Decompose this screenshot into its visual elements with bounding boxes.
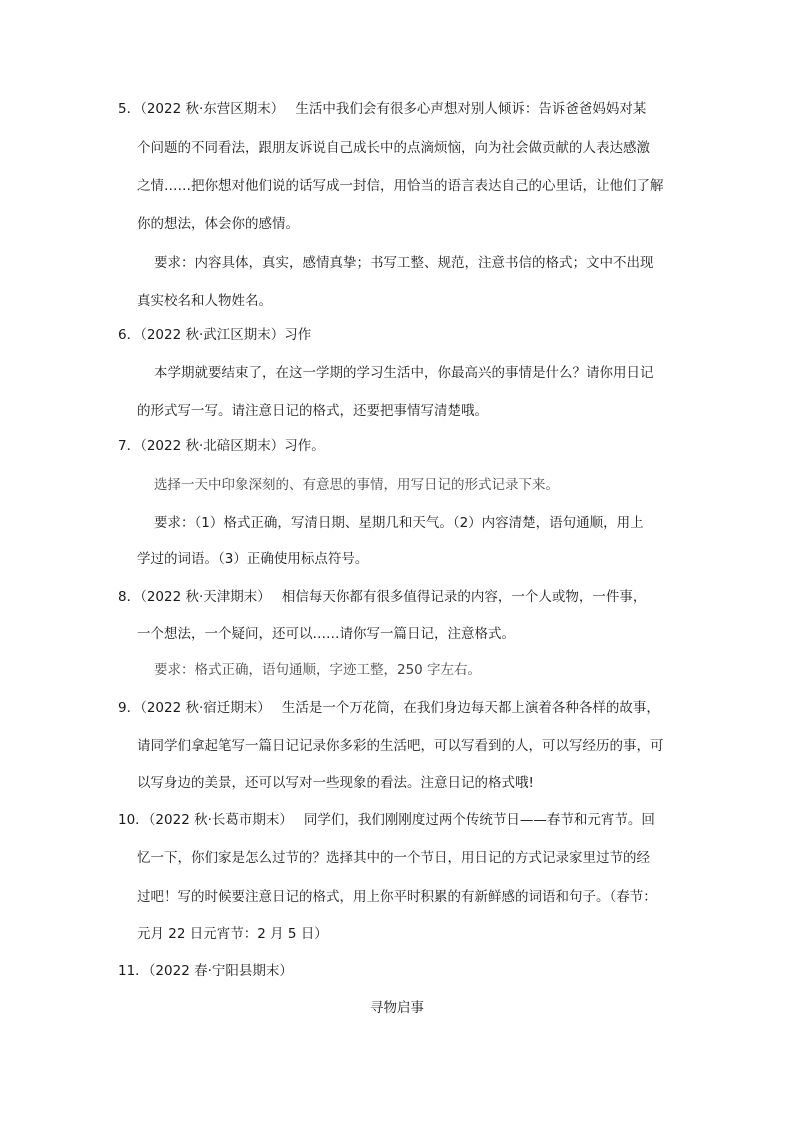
question-11-line-1: 11．（2022 春·宁阳县期末） [118, 963, 293, 979]
question-10-line-2: 忆一下，你们家是怎么过节的？选择其中的一个节日，用日记的方式记录家里过节的经 [137, 850, 650, 866]
question-10-line-4: 元月 22 日元宵节：2 月 5 日） [137, 926, 328, 942]
question-6-line-3: 的形式写一写。请注意日记的格式，还要把事情写清楚哦。 [137, 403, 488, 419]
question-8-line-2: 一个想法，一个疑问，还可以……请你写一篇日记，注意格式。 [137, 626, 515, 642]
question-5-line-1: 5．（2022 秋·东营区期末） 生活中我们会有很多心声想对别人倾诉：告诉爸爸妈妈对某 [118, 101, 647, 117]
lost-item-notice-title: 寻物启事 [370, 1000, 424, 1016]
question-7-line-1: 7．（2022 秋·北碚区期末）习作。 [118, 438, 325, 454]
question-9-line-1: 9．（2022 秋·宿迁期末） 生活是一个万花筒，在我们身边每天都上演着各种各样的故事， [118, 700, 660, 716]
question-10-line-1: 10．（2022 秋·长葛市期末） 同学们，我们刚刚度过两个传统节日——春节和元宵节。回 [118, 812, 655, 828]
question-8-line-1: 8．（2022 秋·天津期末） 相信每天你都有很多值得记录的内容，一个人或物，一件事， [118, 589, 647, 605]
question-6-line-2: 本学期就要结束了，在这一学期的学习生活中，你最高兴的事情是什么？请你用日记 [154, 365, 654, 381]
question-8-requirement: 要求：格式正确，语句通顺，字迹工整，250 字左右。 [154, 662, 482, 678]
question-9-line-2: 请同学们拿起笔写一篇日记记录你多彩的生活吧，可以写看到的人，可以写经历的事，可 [137, 738, 664, 754]
question-7-requirement-2: 学过的词语。（3）正确使用标点符号。 [137, 551, 369, 567]
question-5-requirement-1: 要求：内容具体，真实，感情真挚；书写工整、规范，注意书信的格式；文中不出现 [154, 255, 654, 271]
question-5-line-3: 之情……把你想对他们说的话写成一封信，用恰当的语言表达自己的心里话，让他们了解 [137, 178, 664, 194]
question-5-requirement-2: 真实校名和人物姓名。 [137, 293, 272, 309]
question-9-line-3: 以写身边的美景，还可以写对一些现象的看法。注意日记的格式哦! [137, 775, 534, 791]
question-7-requirement-1: 要求：（1）格式正确，写清日期、星期几和天气。（2）内容清楚，语句通顺，用上 [154, 515, 644, 531]
question-5-line-2: 个问题的不同看法，跟朋友诉说自己成长中的点滴烦恼，向为社会做贡献的人表达感激 [137, 140, 650, 156]
question-6-line-1: 6．（2022 秋·武江区期末）习作 [118, 327, 312, 343]
question-5-line-4: 你的想法，体会你的感情。 [137, 216, 299, 232]
question-7-line-2: 选择一天中印象深刻的、有意思的事情，用写日记的形式记录下来。 [154, 477, 559, 493]
question-10-line-3: 过吧！写的时候要注意日记的格式，用上你平时积累的有新鲜感的词语和句子。（春节： [137, 889, 657, 905]
